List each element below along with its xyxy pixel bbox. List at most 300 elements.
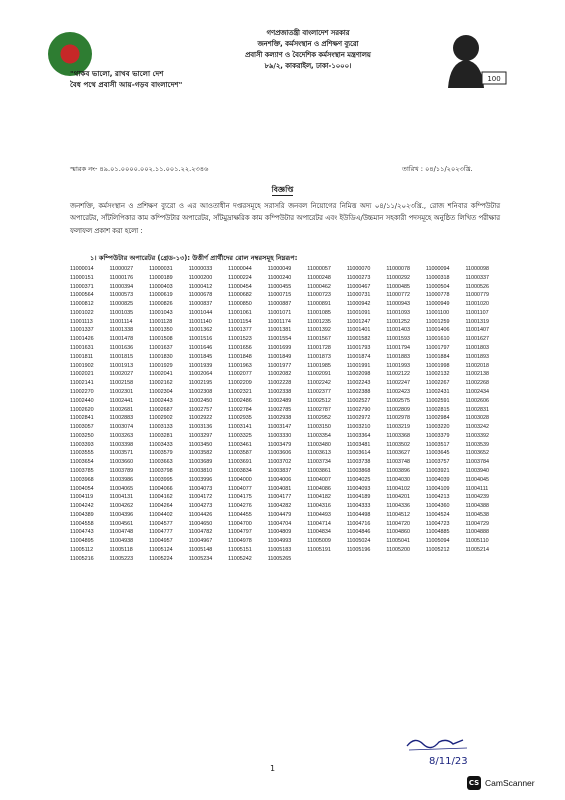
roll-number: 11004081 xyxy=(267,485,292,492)
roll-number: 11002787 xyxy=(307,406,331,413)
roll-number: 11003555 xyxy=(70,450,94,457)
roll-number: 11003539 xyxy=(465,441,490,448)
roll-number: 11002138 xyxy=(465,371,490,378)
roll-number: 11002938 xyxy=(267,415,292,422)
roll-number: 11001140 xyxy=(188,318,212,325)
roll-number: 11001913 xyxy=(109,362,134,369)
roll-number: 11003660 xyxy=(109,459,134,466)
roll-number: 11000031 xyxy=(149,266,173,272)
roll-number: 11005124 xyxy=(149,547,173,553)
roll-number: 11000504 xyxy=(425,283,450,290)
roll-number: 11003940 xyxy=(465,467,490,474)
roll-number: 11001338 xyxy=(109,327,134,334)
roll-number: 11001803 xyxy=(465,345,490,352)
roll-number: 11001631 xyxy=(70,345,94,352)
roll-number: 11004538 xyxy=(465,511,490,518)
roll-number: 11002757 xyxy=(188,406,213,413)
roll-number: 11003220 xyxy=(425,424,450,431)
roll-number: 11005118 xyxy=(109,547,133,553)
notice-title-text: বিজ্ঞপ্তি xyxy=(271,185,294,194)
roll-number: 11004177 xyxy=(267,494,292,501)
roll-number: 11005196 xyxy=(346,547,371,553)
notice-body: জনশক্তি, কর্মসংস্থান ও প্রশিক্ষণ ব্যুরো ও এর আওতাধীন দপ্তরসমূহে সরাসরি জনবল নিয়োগের নিমিত্ত অদ্য ০৪/১১/২০২৩খ্রি., রোজ শনিবার কম্পিউটার অপারেটর, সাঁটলিপিকার কাম কম্পিউটার অপারেটর, সাঁটমুদ্রাক্ষরিক কাম কম্পিউটার অপারেটর এবং ইউডিএ/উচ্চমান সহকারী পদসমূহে অনুষ্ঠিত লিখিত পরীক্ষার ফলাফল প্রকাশ করা হলো : xyxy=(70,202,500,235)
roll-number: 11001022 xyxy=(70,309,94,316)
roll-number: 11001849 xyxy=(267,353,292,360)
roll-number: 11002132 xyxy=(425,371,450,378)
roll-number: 11005151 xyxy=(228,547,252,553)
roll-number: 11003757 xyxy=(425,459,450,466)
roll-number: 11004102 xyxy=(386,485,410,492)
roll-number: 11001567 xyxy=(307,336,331,343)
roll-number: 11002243 xyxy=(346,380,371,387)
slogan xyxy=(70,68,220,90)
roll-number: 11004860 xyxy=(386,529,410,536)
roll-number: 11001873 xyxy=(307,353,331,360)
roll-number: 11004493 xyxy=(307,511,331,518)
roll-number: 11003810 xyxy=(188,467,213,474)
roll-number: 11001848 xyxy=(228,353,252,360)
roll-number: 11004402 xyxy=(149,511,173,518)
roll-number: 11004723 xyxy=(425,520,450,527)
roll-number: 11002978 xyxy=(386,415,410,422)
roll-number: 11004273 xyxy=(188,503,213,510)
roll-number: 11004388 xyxy=(465,503,490,510)
roll-number: 11003057 xyxy=(70,424,94,431)
roll-number: 11005041 xyxy=(386,538,410,545)
roll-number: 11004006 xyxy=(267,476,292,483)
roll-number: 11004077 xyxy=(228,485,252,492)
roll-number: 11002972 xyxy=(346,415,371,422)
roll-number: 11000318 xyxy=(425,274,450,281)
roll-number: 11005110 xyxy=(465,538,489,545)
roll-number: 11004561 xyxy=(109,520,134,527)
roll-number: 11003654 xyxy=(70,459,94,466)
roll-number: 11002984 xyxy=(425,415,450,422)
roll-number: 11004720 xyxy=(386,520,410,527)
roll-number: 11002809 xyxy=(386,406,410,413)
roll-number: 11003606 xyxy=(267,450,292,457)
roll-number: 11001893 xyxy=(465,353,490,360)
roll-number: 11003921 xyxy=(425,467,450,474)
roll-number: 11000098 xyxy=(465,266,490,272)
roll-number: 11000454 xyxy=(228,283,252,290)
roll-number: 11003250 xyxy=(70,432,94,439)
roll-number: 11001259 xyxy=(425,318,450,325)
roll-number: 11003517 xyxy=(425,441,450,448)
roll-number: 11005009 xyxy=(307,538,331,545)
camscanner-watermark xyxy=(467,776,535,790)
roll-number: 11001093 xyxy=(386,309,410,316)
roll-number: 11004213 xyxy=(425,494,450,501)
roll-number: 11003968 xyxy=(70,476,94,483)
roll-number: 11004316 xyxy=(307,503,331,510)
roll-number: 11004182 xyxy=(307,494,331,501)
roll-number: 11000826 xyxy=(149,301,173,308)
roll-number: 11004025 xyxy=(346,476,371,483)
roll-number: 11004007 xyxy=(307,476,331,483)
roll-number: 11002209 xyxy=(228,380,252,387)
roll-number: 11000682 xyxy=(228,292,252,299)
government-header xyxy=(228,28,388,72)
roll-number: 11002158 xyxy=(109,380,134,387)
roll-number: 11004389 xyxy=(70,511,94,518)
roll-number: 11000850 xyxy=(228,301,252,308)
svg-text:100: 100 xyxy=(487,75,501,83)
roll-number: 11003281 xyxy=(149,432,173,439)
roll-number: 11003392 xyxy=(465,432,490,439)
roll-number: 11003645 xyxy=(425,450,450,457)
roll-number: 11003614 xyxy=(346,450,371,457)
roll-number: 11002687 xyxy=(149,406,173,413)
roll-number: 11000455 xyxy=(267,283,292,290)
roll-number: 11003837 xyxy=(267,467,292,474)
roll-number: 11002883 xyxy=(109,415,134,422)
roll-number: 11002027 xyxy=(109,371,134,378)
roll-number: 11005191 xyxy=(307,547,331,553)
roll-number: 11001044 xyxy=(188,309,213,316)
roll-number: 11002935 xyxy=(228,415,252,422)
roll-number: 11000224 xyxy=(228,274,252,281)
roll-number: 11002527 xyxy=(346,397,371,404)
gov-line-1: গণপ্রজাতন্ত্রী বাংলাদেশ সরকার xyxy=(266,29,350,37)
roll-number: 11002301 xyxy=(109,388,134,395)
roll-number: 11002091 xyxy=(307,371,331,378)
roll-number: 11001794 xyxy=(386,345,410,352)
roll-number: 11001247 xyxy=(346,318,371,325)
roll-number: 11004558 xyxy=(70,520,94,527)
roll-number: 11002450 xyxy=(188,397,213,404)
roll-number: 11004512 xyxy=(386,511,410,518)
roll-number: 11001107 xyxy=(465,309,489,316)
roll-number: 11002443 xyxy=(149,397,173,404)
roll-number: 11002267 xyxy=(425,380,450,387)
roll-number: 11000573 xyxy=(109,292,134,299)
signature-date: 8/11/23 xyxy=(429,756,468,767)
roll-number: 11003461 xyxy=(228,441,252,448)
roll-number: 11004888 xyxy=(465,529,490,536)
roll-number: 11001061 xyxy=(228,309,252,316)
roll-number: 11005216 xyxy=(70,555,94,562)
roll-number: 11001797 xyxy=(425,345,450,352)
roll-number: 11000943 xyxy=(386,301,410,308)
roll-number: 11000189 xyxy=(149,274,173,281)
roll-number: 11004797 xyxy=(228,529,252,536)
roll-number: 11001113 xyxy=(70,318,93,325)
camscanner-icon: CS xyxy=(467,776,481,790)
roll-number-list xyxy=(70,265,505,564)
roll-number: 11003502 xyxy=(386,441,410,448)
roll-number: 11002620 xyxy=(70,406,94,413)
slogan-line-2: বৈধ পথে প্রবাসী আয়-গড়ব বাংলাদেশ" xyxy=(70,80,183,89)
roll-number: 11001406 xyxy=(425,327,450,334)
roll-number: 11000772 xyxy=(386,292,410,299)
roll-number: 11000027 xyxy=(109,266,134,272)
roll-number: 11002784 xyxy=(228,406,252,413)
roll-number: 11001350 xyxy=(149,327,173,334)
roll-number: 11004276 xyxy=(228,503,252,510)
roll-number: 11000403 xyxy=(149,283,173,290)
roll-number: 11000949 xyxy=(425,301,450,308)
roll-number: 11004957 xyxy=(149,538,173,545)
roll-number: 11004333 xyxy=(346,503,371,510)
roll-number: 11004782 xyxy=(188,529,213,536)
roll-number: 11002486 xyxy=(228,397,252,404)
roll-number: 11002423 xyxy=(386,388,410,395)
roll-number: 11004895 xyxy=(70,538,94,545)
roll-number: 11001377 xyxy=(228,327,252,334)
roll-number: 11001646 xyxy=(188,345,213,352)
roll-number: 11001403 xyxy=(386,327,410,334)
gov-line-3: প্রবাসী কল্যাণ ও বৈদেশিক কর্মসংস্থান মন্ত্রণালয় xyxy=(245,51,371,59)
roll-number: 11002922 xyxy=(188,415,213,422)
roll-number: 11004426 xyxy=(188,511,213,518)
roll-number: 11001091 xyxy=(346,309,371,316)
roll-number: 11005183 xyxy=(267,547,292,553)
roll-number: 11003379 xyxy=(425,432,450,439)
roll-number: 11004978 xyxy=(228,538,252,545)
roll-number: 11005148 xyxy=(188,547,213,553)
roll-number: 11001554 xyxy=(267,336,292,343)
roll-number: 11003613 xyxy=(307,450,331,457)
camscanner-label: CamScanner xyxy=(485,778,535,788)
roll-number: 11001991 xyxy=(346,362,371,369)
roll-number: 11001319 xyxy=(465,318,490,325)
roll-number: 11001154 xyxy=(228,318,252,325)
roll-number: 11002304 xyxy=(149,388,173,395)
roll-number: 11002064 xyxy=(188,371,213,378)
roll-number: 11001508 xyxy=(149,336,173,343)
roll-number: 11004743 xyxy=(70,529,94,536)
roll-number: 11001426 xyxy=(70,336,94,343)
roll-number: 11003364 xyxy=(346,432,371,439)
roll-number: 11004396 xyxy=(109,511,134,518)
notice-title xyxy=(0,185,565,197)
roll-number: 11000715 xyxy=(267,292,292,299)
roll-number: 11002270 xyxy=(70,388,94,395)
roll-number: 11004809 xyxy=(267,529,292,536)
roll-number: 11002440 xyxy=(70,397,94,404)
roll-number: 11002902 xyxy=(149,415,173,422)
roll-number: 11000887 xyxy=(267,301,292,308)
roll-number: 11000337 xyxy=(465,274,490,281)
roll-number: 11004073 xyxy=(188,485,213,492)
roll-number: 11002434 xyxy=(465,388,490,395)
roll-number: 11001728 xyxy=(307,345,331,352)
roll-number: 11000619 xyxy=(149,292,173,299)
roll-number: 11001235 xyxy=(307,318,331,325)
roll-number: 11003147 xyxy=(267,424,292,431)
roll-number: 11004714 xyxy=(307,520,331,527)
roll-number: 11000273 xyxy=(346,274,371,281)
roll-number: 11001993 xyxy=(386,362,410,369)
roll-number: 11003996 xyxy=(188,476,213,483)
roll-number: 11002591 xyxy=(425,397,450,404)
roll-number: 11001035 xyxy=(109,309,134,316)
roll-number: 11001963 xyxy=(228,362,252,369)
roll-number: 11004729 xyxy=(465,520,490,527)
roll-number: 11001337 xyxy=(70,327,94,334)
roll-number: 11001815 xyxy=(109,353,134,360)
roll-number: 11003582 xyxy=(188,450,213,457)
roll-number: 11002377 xyxy=(307,388,331,395)
roll-number: 11000151 xyxy=(70,274,94,281)
roll-number: 11000394 xyxy=(109,283,134,290)
roll-number: 11004264 xyxy=(149,503,173,510)
roll-number: 11004336 xyxy=(386,503,410,510)
roll-number: 11003784 xyxy=(465,459,490,466)
roll-number: 11001610 xyxy=(425,336,450,343)
roll-number: 11001043 xyxy=(149,309,173,316)
roll-number: 11004065 xyxy=(109,485,134,492)
roll-number: 11000942 xyxy=(346,301,371,308)
roll-number: 11000467 xyxy=(346,283,371,290)
roll-number: 11000078 xyxy=(386,266,410,272)
roll-number: 11002082 xyxy=(267,371,292,378)
roll-number: 11003652 xyxy=(465,450,490,457)
roll-number: 11002388 xyxy=(346,388,371,395)
roll-number: 11003210 xyxy=(346,424,371,431)
roll-number: 11005214 xyxy=(465,547,490,553)
roll-number: 11000812 xyxy=(70,301,94,308)
roll-number: 11000044 xyxy=(228,266,252,272)
roll-number: 11005223 xyxy=(109,555,134,562)
roll-number: 11003150 xyxy=(307,424,331,431)
roll-number: 11003330 xyxy=(267,432,292,439)
roll-number: 11002041 xyxy=(149,371,173,378)
roll-number: 11001883 xyxy=(386,353,410,360)
roll-number: 11003663 xyxy=(149,459,173,466)
roll-number: 11004282 xyxy=(267,503,292,510)
roll-number: 11003141 xyxy=(228,424,252,431)
roll-number: 11004700 xyxy=(228,520,252,527)
roll-number: 11005224 xyxy=(149,555,173,562)
roll-number: 11003479 xyxy=(267,441,292,448)
roll-number: 11002790 xyxy=(346,406,371,413)
roll-number: 11004111 xyxy=(465,485,489,492)
roll-number: 11001699 xyxy=(267,345,292,352)
roll-number: 11001830 xyxy=(149,353,173,360)
roll-number: 11004131 xyxy=(109,494,134,501)
roll-number: 11000526 xyxy=(465,283,490,290)
gov-line-4: ৮৯/২, কাকরাইল, ঢাকা-১০০০। xyxy=(264,62,352,70)
roll-number: 11002841 xyxy=(70,415,94,422)
roll-number: 11002247 xyxy=(386,380,410,387)
roll-number: 11003571 xyxy=(109,450,134,457)
roll-number: 11001401 xyxy=(346,327,371,334)
roll-number: 11002681 xyxy=(109,406,134,413)
roll-number: 11002195 xyxy=(188,380,213,387)
roll-number: 11004885 xyxy=(425,529,450,536)
roll-number: 11002242 xyxy=(307,380,331,387)
roll-number: 11003263 xyxy=(109,432,134,439)
roll-number: 11001929 xyxy=(149,362,173,369)
roll-number: 11000176 xyxy=(109,274,134,281)
roll-number: 11003393 xyxy=(70,441,94,448)
roll-number: 11000891 xyxy=(307,301,331,308)
roll-number: 11000094 xyxy=(425,266,450,272)
page-number: 1 xyxy=(269,764,276,773)
roll-number: 11001884 xyxy=(425,353,450,360)
roll-number: 11004716 xyxy=(346,520,371,527)
roll-number: 11002952 xyxy=(307,415,331,422)
roll-number: 11004189 xyxy=(346,494,371,501)
roll-number: 11001381 xyxy=(267,327,292,334)
roll-number: 11005265 xyxy=(267,555,292,562)
roll-number: 11003481 xyxy=(346,441,371,448)
roll-number: 11004093 xyxy=(346,485,371,492)
roll-number: 11005212 xyxy=(425,547,450,553)
roll-number: 11003734 xyxy=(307,459,331,466)
roll-number: 11004748 xyxy=(109,529,134,536)
roll-number: 11004993 xyxy=(267,538,292,545)
roll-number: 11002098 xyxy=(346,371,371,378)
roll-number: 11001114 xyxy=(109,318,133,325)
roll-number: 11003368 xyxy=(386,432,410,439)
roll-number: 11001636 xyxy=(109,345,134,352)
roll-number: 11001516 xyxy=(188,336,213,343)
roll-number: 11000462 xyxy=(307,283,331,290)
roll-number: 11000678 xyxy=(188,292,213,299)
roll-number: 11003738 xyxy=(346,459,371,466)
roll-number: 11000778 xyxy=(425,292,450,299)
roll-number: 11004704 xyxy=(267,520,292,527)
roll-number: 11004000 xyxy=(228,476,252,483)
roll-number: 11001985 xyxy=(307,362,331,369)
roll-number: 11004172 xyxy=(188,494,213,501)
roll-number: 11005094 xyxy=(425,538,450,545)
roll-number: 11004455 xyxy=(228,511,252,518)
roll-number: 11004524 xyxy=(425,511,450,518)
roll-number: 11002268 xyxy=(465,380,490,387)
roll-number: 11001523 xyxy=(228,336,252,343)
roll-number: 11004834 xyxy=(307,529,331,536)
roll-number: 11003480 xyxy=(307,441,331,448)
roll-number: 11001582 xyxy=(346,336,371,343)
roll-number: 11002122 xyxy=(386,371,410,378)
roll-number: 11002228 xyxy=(267,380,292,387)
roll-number: 11002077 xyxy=(228,371,252,378)
roll-number: 11001085 xyxy=(307,309,331,316)
roll-number: 11002321 xyxy=(228,388,252,395)
roll-number: 11001407 xyxy=(465,327,490,334)
roll-number: 11004175 xyxy=(228,494,252,501)
roll-number: 11001128 xyxy=(149,318,173,325)
roll-number: 11003627 xyxy=(386,450,410,457)
roll-number: 11001174 xyxy=(267,318,291,325)
roll-number: 11001793 xyxy=(346,345,371,352)
roll-number: 11001902 xyxy=(70,362,94,369)
roll-number: 11004039 xyxy=(425,476,450,483)
roll-number: 11003798 xyxy=(149,467,173,474)
roll-number: 11002308 xyxy=(188,388,213,395)
roll-number: 11005242 xyxy=(228,555,252,562)
roll-number: 11003868 xyxy=(346,467,371,474)
roll-number: 11003219 xyxy=(386,424,410,431)
roll-number: 11002141 xyxy=(70,380,94,387)
roll-number: 11003896 xyxy=(386,467,410,474)
roll-number: 11002815 xyxy=(425,406,450,413)
roll-number: 11000057 xyxy=(307,266,331,272)
roll-number: 11004938 xyxy=(109,538,134,545)
roll-number: 11002338 xyxy=(267,388,292,395)
roll-number: 11005024 xyxy=(346,538,371,545)
roll-number: 11002489 xyxy=(267,397,292,404)
roll-number: 11004045 xyxy=(465,476,490,483)
roll-number: 11003028 xyxy=(465,415,490,422)
roll-number: 11005200 xyxy=(386,547,410,553)
roll-number: 11001845 xyxy=(188,353,213,360)
roll-number: 11003789 xyxy=(109,467,134,474)
